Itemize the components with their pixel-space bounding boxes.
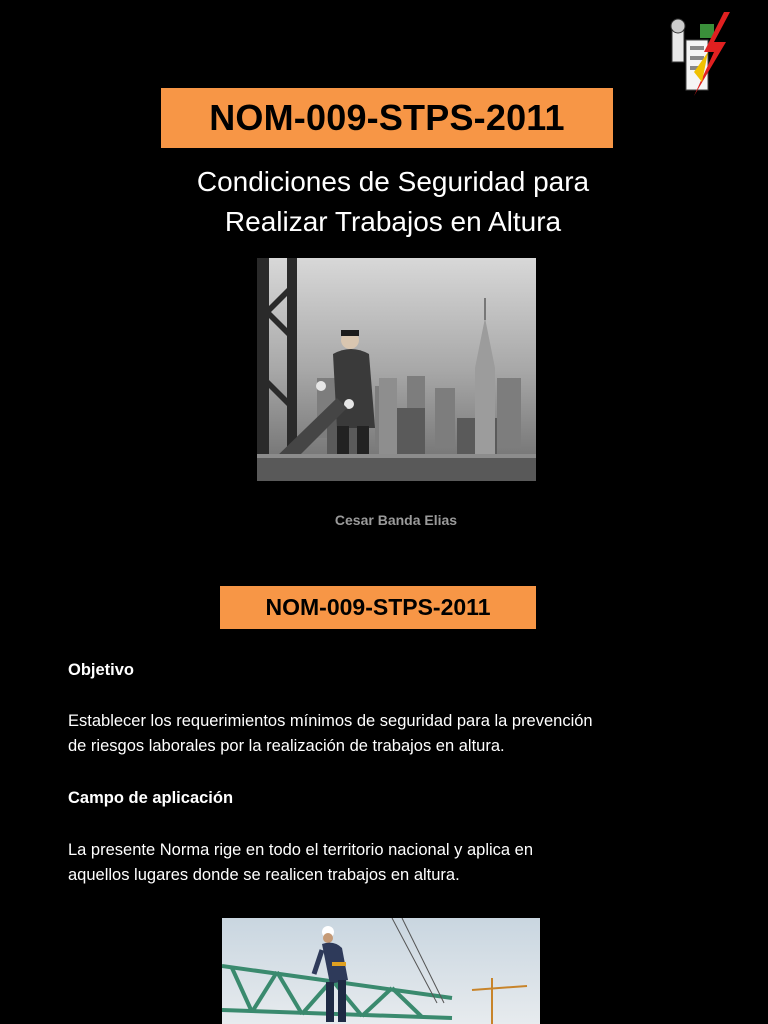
subtitle-line-1: Condiciones de Seguridad para [196,166,590,197]
objective-line-2: de riesgos laborales por la realización de trabajos en altura. [68,737,505,755]
section-title: NOM-009-STPS-2011 [220,586,536,629]
slide-title: NOM-009-STPS-2011 [161,88,613,148]
objective-text [68,709,708,759]
ironworker-skyscraper-photo [257,258,536,481]
objective-line-1: Establecer los requerimientos mínimos de seguridad para la prevención [68,712,593,730]
scope-line-2: aquellos lugares donde se realicen trabajos en altura. [68,866,460,884]
slide-subtitle [100,162,686,242]
scope-heading: Campo de aplicación [68,789,234,807]
subtitle-line-2: Realizar Trabajos en Altura [224,206,562,237]
institution-logo-icon [664,12,730,96]
scope-text [68,838,708,888]
author-name: Cesar Banda Elias [334,512,458,528]
objective-heading: Objetivo [68,661,135,679]
worker-on-crane-photo [222,918,540,1024]
scope-line-1: La presente Norma rige en todo el territorio nacional y aplica en [68,841,534,859]
